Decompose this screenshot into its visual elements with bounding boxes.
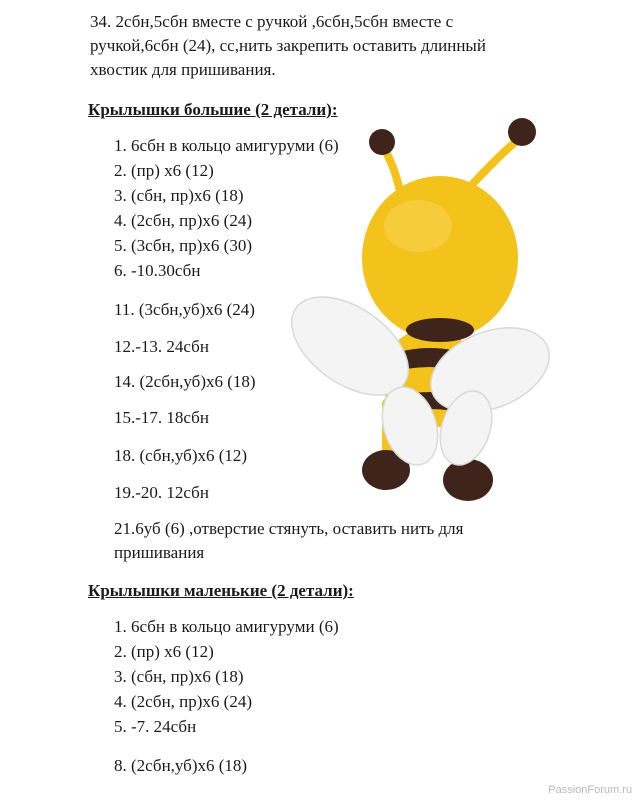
pattern-row: 11. (3сбн,уб)х6 (24) [114,300,255,319]
pattern-row: 4. (2сбн, пр)х6 (24) [114,692,252,711]
pattern-row: 8. (2сбн,уб)х6 (18) [114,756,248,775]
intro-text [90,10,486,82]
bee-head [362,176,518,340]
pattern-row: 15.-17. 18сбн [114,408,209,427]
antenna-ball-right [508,118,536,146]
watermark: PassionForum.ru [548,784,632,796]
pattern-row: 3. (сбн, пр)х6 (18) [114,186,244,205]
pattern-row: 12.-13. 24сбн [114,337,209,356]
pattern-row: 1. 6сбн в кольцо амигуруми (6) [114,136,339,155]
small-wings-heading: Крылышки маленькие (2 детали): [88,581,354,600]
pattern-row: 5. (3сбн, пр)х6 (30) [114,236,252,255]
pattern-row: 21.6уб (6) ,отверстие стянуть, оставить нить для [114,519,464,538]
pattern-row: 19.-20. 12сбн [114,483,209,502]
intro-line: ручкой,6сбн (24), сс,нить закрепить оставить длинный [90,36,486,55]
pattern-row: 5. -7. 24сбн [114,717,197,736]
pattern-row: 14. (2сбн,уб)х6 (18) [114,372,256,391]
head-highlight [384,200,452,252]
neck [406,318,474,342]
pattern-row: 4. (2сбн, пр)х6 (24) [114,211,252,230]
foot-right [443,459,493,501]
intro-line: хвостик для пришивания. [90,60,276,79]
pattern-row: 2. (пр) х6 (12) [114,161,214,180]
pattern-row: пришивания [114,543,205,562]
big-wings-heading: Крылышки большие (2 детали): [88,100,338,119]
intro-line: 34. 2сбн,5сбн вместе с ручкой ,6сбн,5сбн вместе с [90,12,454,31]
pattern-row: 2. (пр) х6 (12) [114,642,214,661]
pattern-row: 6. -10.30сбн [114,261,201,280]
pattern-row: 3. (сбн, пр)х6 (18) [114,667,244,686]
pattern-row: 1. 6сбн в кольцо амигуруми (6) [114,617,339,636]
pattern-row: 18. (сбн,уб)х6 (12) [114,446,248,465]
antenna-ball-left [369,129,395,155]
bee-photo [290,108,590,508]
